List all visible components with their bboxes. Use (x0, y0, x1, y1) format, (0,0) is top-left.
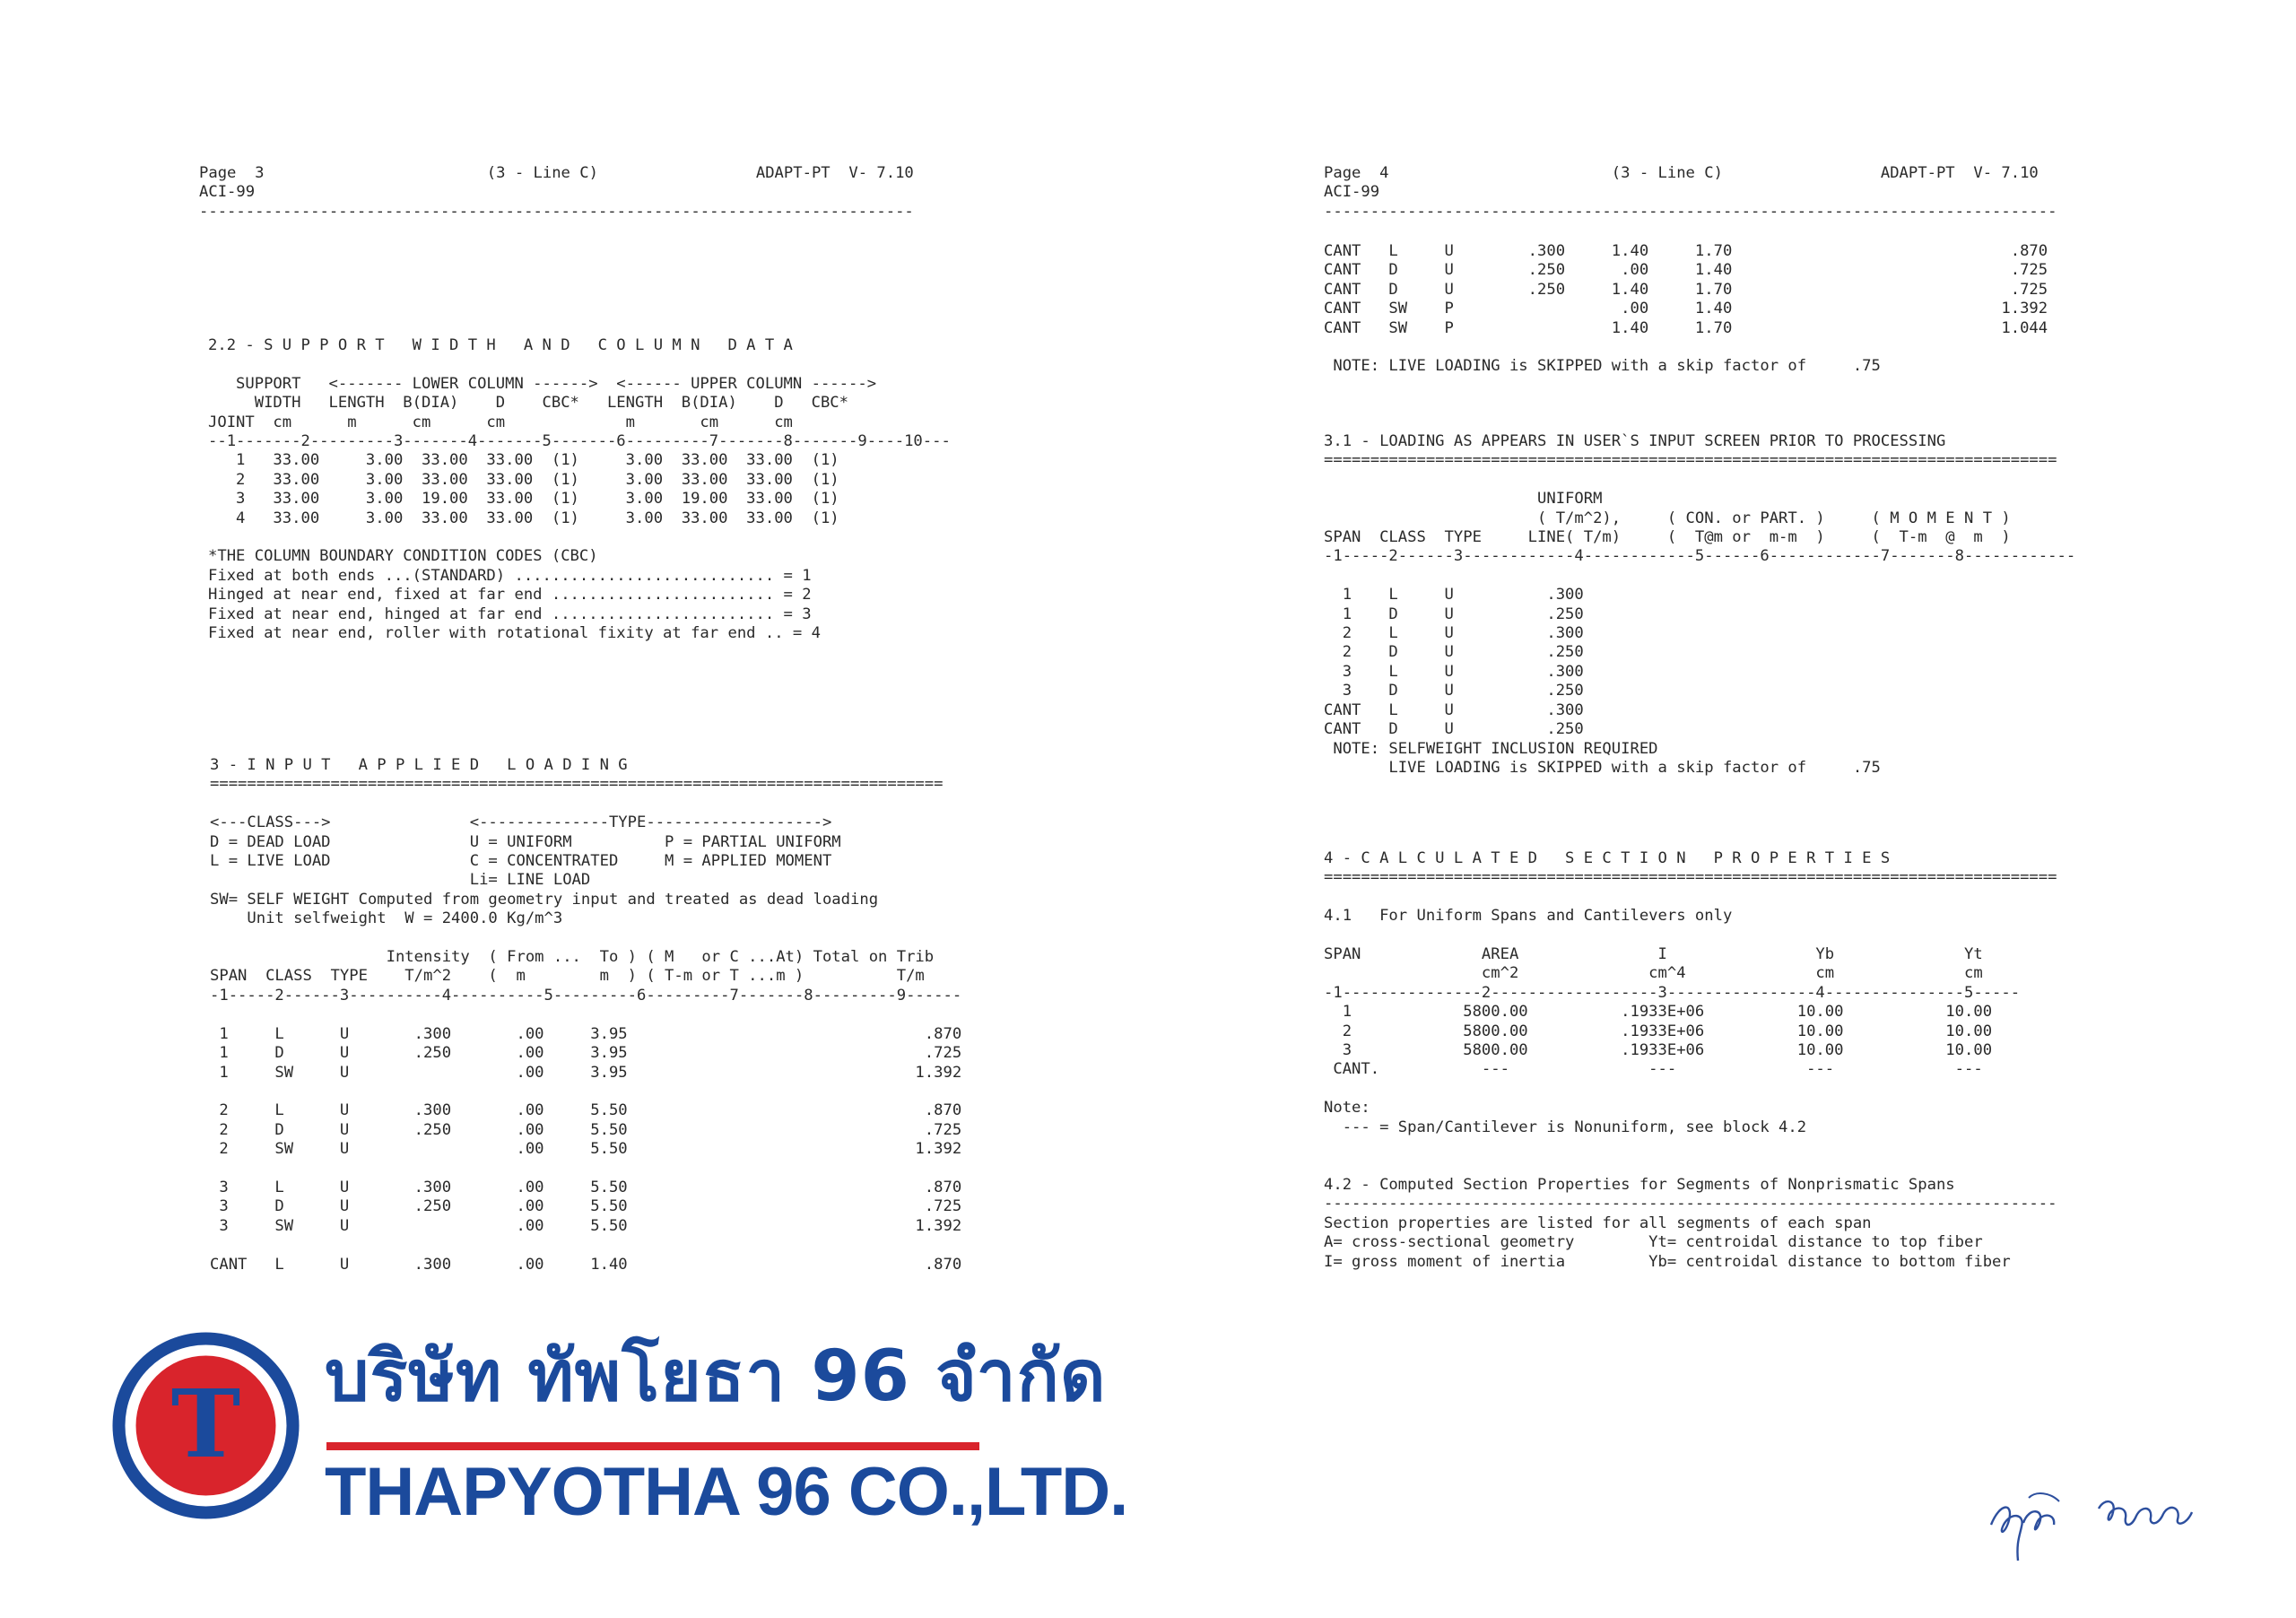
logo-divider (326, 1442, 979, 1450)
company-logo (83, 1309, 1128, 1561)
input-applied-loading-section: 3 - I N P U T A P P L I E D L O A D I N G =============================================================================== <---CLASS---> <--------------TYPE-------------------> D = DEAD LOAD U = UNIFORM P = PARTIAL UNIFORM L = LIVE LOAD C = CONCENTRATED M = APPLIED MOMENT Li= LINE LOAD SW= SELF WEIGHT Computed from geometry input and treated as dead loading Unit selfweight W = 2400.0 Kg/m^3 Intensity ( From ... To ) ( M or C ...At) Total on Trib SPAN CLASS TYPE T/m^2 ( m m ) ( T-m or T ...m ) T/m -1-----2------3----------4----------5---------6---------7-------8---------9------ 1 L U .300 .00 3.95 .870 1 D U .250 .00 3.95 .725 1 SW U .00 3.95 1.392 2 L U .300 .00 5.50 .870 2 D U .250 .00 5.50 .725 2 SW U .00 5.50 1.392 3 L U .300 .00 5.50 .870 3 D U .250 .00 5.50 .725 3 SW U .00 5.50 1.392 CANT L U .300 .00 1.40 .870 (210, 756, 962, 1274)
handwritten-signature (1973, 1471, 2206, 1570)
company-emblem-icon (109, 1329, 302, 1522)
cantilever-loading-rows: CANT L U .300 1.40 1.70 .870 CANT D U .250 .00 1.40 .725 CANT D U .250 1.40 1.70 .725 CANT SW P .00 1.40 1.392 CANT SW P 1.40 1.70 1.044 NOTE: LIVE LOADING is SKIPPED with a skip factor of .75 (1324, 242, 2048, 376)
calculated-section-properties-section: 4 - C A L C U L A T E D S E C T I O N P R O P E R T I E S =============================================================================== 4.1 For Uniform Spans and Cantilevers only SPAN AREA I Yb Yt cm^2 cm^4 cm cm -1---------------2------------------3----------------4---------------5----- 1 5800.00 .1933E+06 10.00 10.00 2 5800.00 .1933E+06 10.00 10.00 3 5800.00 .1933E+06 10.00 10.00 CANT. --- --- --- --- Note: --- = Span/Cantilever is Nonuniform, see block 4.2 4.2 - Computed Section Properties for Segments of Nonprismatic Spans ------------------------------------------------------------------------------- Section properties are listed for all segments of each span A= cross-sectional geometry Yt= centroidal distance to top fiber I= gross moment of inertia Yb= centroidal distance to bottom fiber (1324, 849, 2057, 1271)
emblem-letter: T (170, 1369, 241, 1479)
company-name-thai: บริษัท ทัพโยธา 96 จำกัด (325, 1336, 1107, 1417)
support-width-column-data-section: 2.2 - S U P P O R T W I D T H A N D C O L U M N D A T A SUPPORT <------- LOWER COLUMN ------> <------ UPPER COLUMN ------> WIDTH LENGTH B(DIA) D CBC* LENGTH B(DIA) D CBC* JOINT cm m cm cm m cm cm --1-------2---------3-------4-------5-------6---------7-------8-------9----10--- 1 33.00 3.00 33.00 33.00 (1) 3.00 33.00 33.00 (1) 2 33.00 3.00 33.00 33.00 (1) 3.00 33.00 33.00 (1) 3 33.00 3.00 19.00 33.00 (1) 3.00 19.00 33.00 (1) 4 33.00 3.00 33.00 33.00 (1) 3.00 33.00 33.00 (1) *THE COLUMN BOUNDARY CONDITION CODES (CBC) Fixed at both ends ...(STANDARD) ............................ = 1 Hinged at near end, fixed at far end ........................ = 2 Fixed at near end, hinged at far end ........................ = 3 Fixed at near end, roller with rotational fixity at far end .. = 4 (208, 336, 951, 643)
page-4-header: Page 4 (3 - Line C) ADAPT-PT V- 7.10 ACI-99 ------------------------------------------------------------------------------- (1324, 164, 2057, 221)
user-input-loading-section: 3.1 - LOADING AS APPEARS IN USER`S INPUT SCREEN PRIOR TO PROCESSING =============================================================================== UNIFORM ( T/m^2), ( CON. or PART. ) ( M O M E N T ) SPAN CLASS TYPE LINE( T/m) ( T@m or m-m ) ( T-m @ m ) -1-----2------3------------4------------5------6------------7-------8------------ 1 L U .300 1 D U .250 2 L U .300 2 D U .250 3 L U .300 3 D U .250 CANT L U .300 CANT D U .250 NOTE: SELFWEIGHT INCLUSION REQUIRED LIVE LOADING is SKIPPED with a skip factor of .75 (1324, 432, 2076, 777)
page-3-header: Page 3 (3 - Line C) ADAPT-PT V- 7.10 ACI-99 ----------------------------------------------------------------------------- (199, 164, 914, 221)
company-name-english: THAPYOTHA 96 CO.,LTD. (325, 1454, 1128, 1530)
